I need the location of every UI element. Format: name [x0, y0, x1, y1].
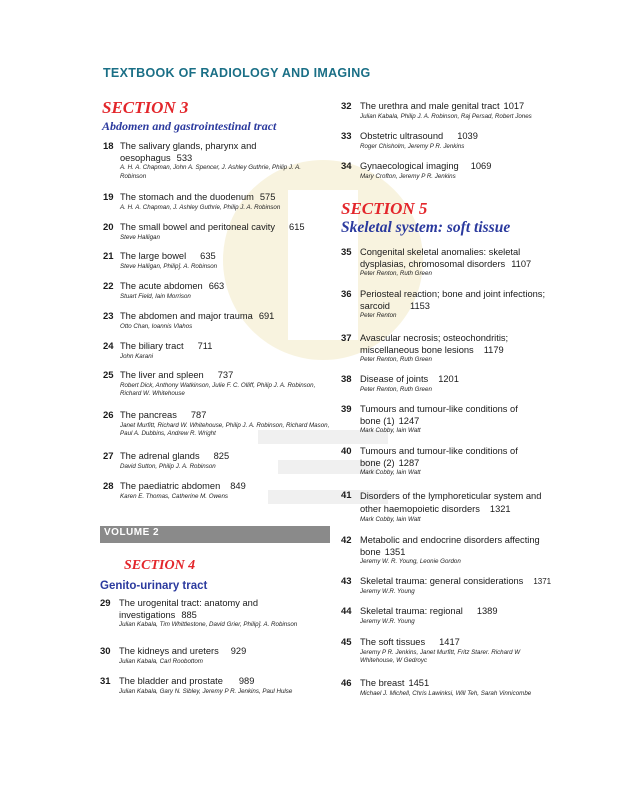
toc-entry-35[interactable]: [341, 247, 556, 279]
entry-title: The urethra and male genital tract: [360, 101, 500, 111]
entry-number: 40: [341, 446, 352, 457]
entry-page: 787: [190, 410, 207, 420]
entry-number: 21: [103, 251, 114, 262]
entry-number: 22: [103, 281, 114, 292]
toc-entry-22[interactable]: [103, 281, 328, 301]
entry-page: 849: [230, 481, 246, 491]
entry-title: Tumours and tumour-like conditions of bone (2): [360, 446, 518, 468]
section-4-subtitle: Genito-urinary tract: [100, 580, 208, 592]
entry-number: 32: [341, 101, 352, 112]
entry-number: 46: [341, 678, 352, 689]
toc-entry-44[interactable]: [341, 606, 556, 626]
entry-number: 44: [341, 606, 352, 617]
entry-authors: Mary Crofton, Jeremy P R. Jenkins: [360, 172, 456, 180]
toc-entry-23[interactable]: [103, 311, 328, 331]
entry-title: The urogenital tract: anatomy and investigations: [119, 598, 259, 620]
entry-number: 34: [341, 161, 352, 172]
entry-page: 737: [217, 370, 234, 380]
entry-page: 663: [208, 281, 225, 291]
entry-authors: Julian Kabala, Carl Roobottom: [119, 657, 203, 665]
toc-entry-40[interactable]: [341, 446, 556, 478]
entry-page: 1351: [384, 546, 406, 557]
entry-page: 929: [230, 646, 247, 656]
entry-authors: John Karani: [120, 352, 154, 360]
entry-page: 711: [197, 341, 213, 351]
entry-title: The acute abdomen: [120, 281, 203, 291]
entry-title: The large bowel: [120, 251, 187, 261]
entry-authors: Mark Cobby, Iain Watt: [360, 427, 421, 434]
entry-title: Obstetric ultrasound: [360, 131, 444, 141]
entry-authors: A. H. A. Chapman, John A. Spencer, J. Ashley Guthrie, Philip J. A. Robinson: [120, 164, 302, 180]
toc-entry-20[interactable]: [103, 222, 328, 242]
entry-authors: Mark Cobby, Iain Watt: [360, 469, 421, 476]
entry-authors: Roger Chisholm, Jeremy P R. Jenkins: [360, 142, 465, 150]
entry-page: 1201: [438, 374, 459, 384]
entry-page: 825: [213, 451, 230, 461]
entry-authors: Julian Kabala, Gary N. Sibley, Jeremy P R. Jenkins, Paul Hulse: [119, 687, 293, 695]
toc-entry-30[interactable]: [100, 646, 325, 666]
entry-authors: Peter Renton, Ruth Green: [360, 385, 432, 393]
entry-title: Periosteal reaction; bone and joint infections; sarcoid: [360, 289, 546, 311]
entry-title: Tumours and tumour-like conditions of bone (1): [360, 404, 518, 426]
toc-entry-37[interactable]: [341, 333, 556, 365]
entry-page: 1153: [409, 300, 430, 311]
toc-entry-32[interactable]: [341, 101, 556, 121]
entry-number: 18: [103, 141, 114, 152]
entry-authors: Robert Dick, Anthony Watkinson, Julie F. C. Olliff, Philip J. A. Robinson, Richard W. Whitehouse: [120, 381, 316, 397]
entry-page: 615: [289, 222, 305, 232]
entry-authors: Steve Halligan, Philip]. A. Robinson: [120, 262, 218, 270]
entry-title: The pancreas: [120, 410, 177, 420]
toc-entry-25[interactable]: [103, 370, 328, 399]
entry-page: 1371: [533, 577, 552, 586]
toc-entry-41[interactable]: [341, 490, 556, 525]
toc-entry-36[interactable]: [341, 289, 556, 321]
entry-authors: Stuart Field, Iain Morrison: [120, 292, 191, 300]
entry-page: 1389: [476, 606, 498, 616]
entry-authors: Steve Halligan: [120, 233, 160, 241]
entry-authors: Michael J. Michell, Chris Lawinksi, Will Teh, Sarah Vinnicombe: [360, 689, 532, 697]
entry-title: The small bowel and peritoneal cavity: [120, 222, 276, 232]
toc-entry-29[interactable]: [100, 598, 325, 630]
entry-number: 37: [341, 333, 352, 344]
entry-page: 1039: [457, 131, 478, 141]
entry-number: 35: [341, 247, 352, 258]
toc-entry-26[interactable]: [103, 410, 328, 439]
entry-page: 533: [176, 152, 193, 163]
entry-page: 1451: [408, 678, 430, 688]
entry-number: 28: [103, 481, 114, 492]
entry-authors: Jeremy W.R. Young: [360, 587, 415, 595]
toc-entry-19[interactable]: [103, 192, 328, 212]
entry-number: 31: [100, 676, 111, 687]
volume-label: VOLUME 2: [104, 527, 160, 538]
toc-entry-27[interactable]: [103, 451, 328, 471]
section-5-label: SECTION 5: [341, 199, 428, 218]
entry-title: Skeletal trauma: regional: [360, 606, 463, 616]
entry-number: 45: [341, 637, 352, 648]
entry-number: 30: [100, 646, 111, 657]
toc-entry-33[interactable]: [341, 131, 556, 151]
entry-number: 39: [341, 404, 352, 415]
toc-entry-28[interactable]: [103, 481, 328, 501]
entry-title: The biliary tract: [120, 341, 184, 351]
entry-page: 575: [259, 192, 276, 202]
entry-page: 989: [238, 676, 255, 686]
entry-title: The bladder and prostate: [119, 676, 223, 686]
entry-number: 26: [103, 410, 114, 421]
toc-entry-21[interactable]: [103, 251, 328, 271]
entry-title: Disorders of the lymphoreticular system and other haemopoietic disorders: [360, 491, 542, 514]
entry-title: The liver and spleen: [120, 370, 204, 380]
entry-authors: Peter Renton, Ruth Green: [360, 356, 432, 363]
entry-page: 635: [200, 251, 216, 261]
toc-entry-42[interactable]: [341, 535, 556, 567]
entry-authors: Jeremy W.R. Young: [360, 617, 415, 625]
entry-title: The soft tissues: [360, 637, 426, 647]
entry-title: Congenital skeletal anomalies: skeletal dysplasias, chromosomal disorders: [360, 247, 521, 269]
entry-page: 1417: [439, 637, 460, 647]
book-title: TEXTBOOK OF RADIOLOGY AND IMAGING: [103, 66, 371, 80]
toc-entry-38[interactable]: [341, 374, 556, 394]
entry-number: 33: [341, 131, 352, 142]
entry-number: 19: [103, 192, 114, 203]
entry-number: 43: [341, 576, 352, 587]
entry-number: 23: [103, 311, 114, 322]
entry-page: 1179: [483, 344, 504, 355]
entry-authors: David Sutton, Philip J. A. Robinson: [120, 462, 216, 470]
entry-page: 885: [181, 609, 197, 620]
entry-title: The adrenal glands: [120, 451, 200, 461]
entry-page: 1069: [470, 161, 492, 171]
toc-entry-18[interactable]: [103, 141, 328, 181]
section-3-subtitle: Abdomen and gastrointestinal tract: [102, 119, 277, 133]
toc-entry-46[interactable]: [341, 678, 566, 698]
entry-page: 691: [258, 311, 275, 321]
entry-authors: Karen E. Thomas, Catherine M. Owens: [120, 492, 228, 500]
entry-title: The paediatric abdomen: [120, 481, 221, 491]
toc-entry-31[interactable]: [100, 676, 332, 696]
entry-authors: Janet Murfitt, Richard W. Whitehouse, Philip J. A. Robinson, Richard Mason, Paul A. Dubbins, Andrew R. Wright: [120, 421, 330, 437]
entry-authors: A. H. A. Chapman, J. Ashley Guthrie, Philip J. A. Robinson: [120, 203, 281, 211]
entry-title: Avascular necrosis; osteochondritis; miscellaneous bone lesions: [360, 333, 509, 355]
entry-page: 1321: [489, 504, 511, 514]
entry-number: 20: [103, 222, 114, 233]
toc-entry-43[interactable]: [341, 576, 566, 596]
toc-entry-39[interactable]: [341, 404, 556, 436]
entry-page: 1287: [398, 457, 420, 468]
entry-title: The breast: [360, 678, 405, 688]
entry-authors: Jeremy P R. Jenkins, Janet Murfitt, Fritz Starer. Richard W Whitehouse, W Gedroyc: [360, 648, 521, 664]
entry-title: Metabolic and endocrine disorders affecting bone: [360, 535, 540, 557]
entry-page: 1247: [398, 415, 420, 426]
entry-page: 1107: [511, 258, 532, 269]
section-3-label: SECTION 3: [102, 98, 189, 117]
entry-authors: Julian Kabala, Tim Whittlestone, David Grier, Philip]. A. Robinson: [119, 621, 298, 628]
entry-title: The abdomen and major trauma: [120, 311, 253, 321]
entry-number: 41: [341, 490, 352, 501]
entry-number: 38: [341, 374, 352, 385]
entry-title: The stomach and the duodenum: [120, 192, 254, 202]
entry-authors: Otto Chan, Ioannis Vlahos: [120, 322, 193, 330]
entry-number: 29: [100, 598, 111, 609]
entry-title: Disease of joints: [360, 374, 429, 384]
toc-entry-45[interactable]: [341, 637, 566, 666]
entry-authors: Jeremy W. R. Young, Leonie Gordon: [360, 558, 461, 565]
toc-entry-24[interactable]: [103, 341, 328, 361]
entry-number: 42: [341, 535, 352, 546]
entry-authors: Mark Cobby, Iain Watt: [360, 516, 421, 523]
entry-number: 25: [103, 370, 114, 381]
entry-title: The salivary glands, pharynx and oesophagus: [120, 141, 257, 163]
toc-entry-34[interactable]: [341, 161, 556, 181]
entry-page: 1017: [503, 101, 525, 111]
entry-authors: Julian Kabala, Philip J. A. Robinson, Raj Persad, Robert Jones: [360, 112, 532, 120]
section-5-subtitle: Skeletal system: soft tissue: [341, 219, 511, 236]
section-4-label: SECTION 4: [124, 558, 196, 573]
entry-number: 36: [341, 289, 352, 300]
entry-title: Gynaecological imaging: [360, 161, 459, 171]
entry-authors: Peter Renton: [360, 312, 397, 319]
entry-title: Skeletal trauma: general considerations: [360, 576, 524, 586]
entry-number: 24: [103, 341, 114, 352]
entry-authors: Peter Renton, Ruth Green: [360, 270, 432, 277]
entry-title: The kidneys and ureters: [119, 646, 219, 656]
entry-number: 27: [103, 451, 114, 462]
